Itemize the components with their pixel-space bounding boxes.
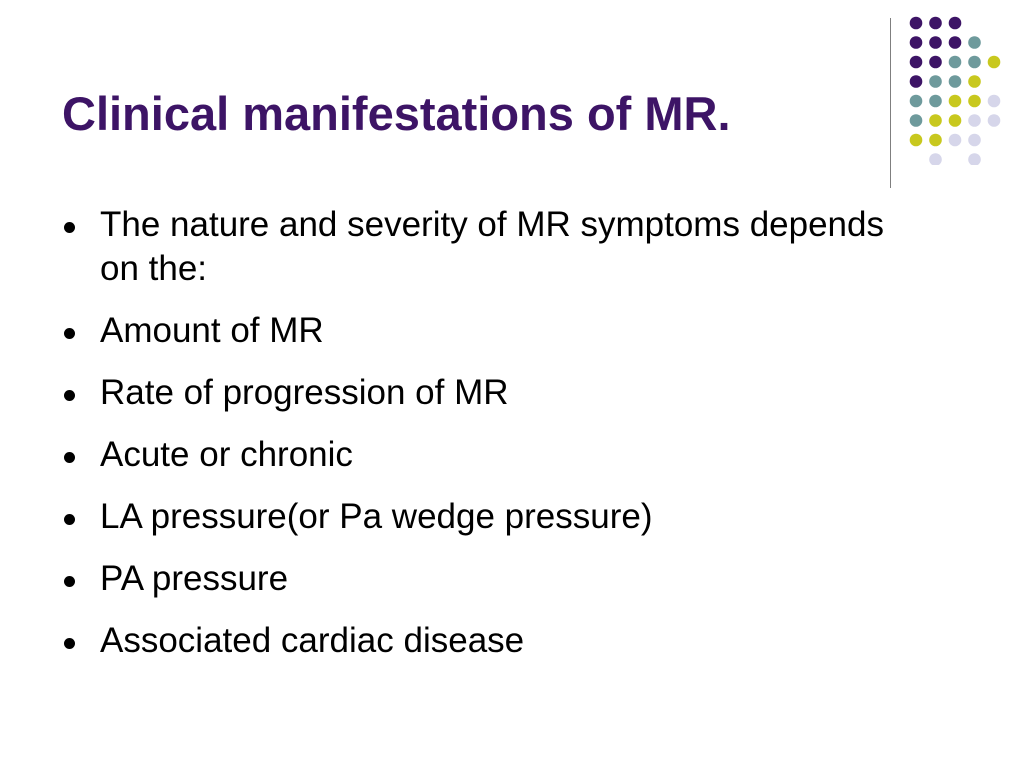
dot-grid-graphic <box>908 15 1008 165</box>
decor-dot-lavender <box>968 114 981 127</box>
decor-dot-yellow <box>968 95 981 108</box>
bullet-list <box>62 203 902 681</box>
bullet-item <box>62 557 902 601</box>
bullet-dot-icon <box>64 514 75 525</box>
bullet-item <box>62 309 902 353</box>
decor-dot-purple <box>910 56 923 69</box>
bullet-text: Amount of MR <box>100 311 324 350</box>
decor-dot-yellow <box>929 134 942 147</box>
decor-dot-lavender <box>968 134 981 147</box>
decor-dot-yellow <box>988 56 1001 69</box>
bullet-dot-icon <box>64 576 75 587</box>
decor-dot-lavender <box>949 134 962 147</box>
decor-dot-teal <box>949 75 962 88</box>
decor-dot-teal <box>968 36 981 49</box>
decor-dot-yellow <box>929 114 942 127</box>
decor-dot-yellow <box>910 134 923 147</box>
decor-dot-lavender <box>988 95 1001 108</box>
decor-dot-purple <box>949 36 962 49</box>
bullet-item <box>62 619 902 663</box>
bullet-dot-icon <box>64 390 75 401</box>
bullet-dot-icon <box>64 452 75 463</box>
bullet-text: Associated cardiac disease <box>100 621 525 660</box>
bullet-text: PA pressure <box>100 559 289 598</box>
decor-dot-teal <box>910 114 923 127</box>
bullet-text: Rate of progression of MR <box>100 373 509 412</box>
decor-dot-purple <box>949 17 962 30</box>
slide-title: Clinical manifestations of MR. <box>62 87 731 140</box>
bullet-item <box>62 371 902 415</box>
bullet-item <box>62 203 902 291</box>
decor-dot-teal <box>910 95 923 108</box>
bullet-text: Acute or chronic <box>100 435 353 474</box>
decor-dot-teal <box>949 56 962 69</box>
decor-dot-purple <box>910 75 923 88</box>
decor-dot-purple <box>929 36 942 49</box>
decor-dot-purple <box>929 56 942 69</box>
bullet-item <box>62 433 902 477</box>
decor-dot-purple <box>910 17 923 30</box>
decor-dot-lavender <box>929 153 942 165</box>
decor-dot-purple <box>910 36 923 49</box>
vertical-divider <box>890 18 891 188</box>
decor-dot-yellow <box>949 95 962 108</box>
decor-dot-lavender <box>988 114 1001 127</box>
dot-grid-decoration <box>908 15 1008 165</box>
bullet-dot-icon <box>64 638 75 649</box>
decor-dot-teal <box>929 75 942 88</box>
decor-dot-yellow <box>968 75 981 88</box>
decor-dot-teal <box>929 95 942 108</box>
bullet-dot-icon <box>64 328 75 339</box>
decor-dot-teal <box>968 56 981 69</box>
bullet-dot-icon <box>64 222 75 233</box>
bullet-item <box>62 495 902 539</box>
bullet-text: The nature and severity of MR symptoms depends on the: <box>100 205 884 288</box>
decor-dot-yellow <box>949 114 962 127</box>
decor-dot-purple <box>929 17 942 30</box>
bullet-text: LA pressure(or Pa wedge pressure) <box>100 497 653 536</box>
decor-dot-lavender <box>968 153 981 165</box>
